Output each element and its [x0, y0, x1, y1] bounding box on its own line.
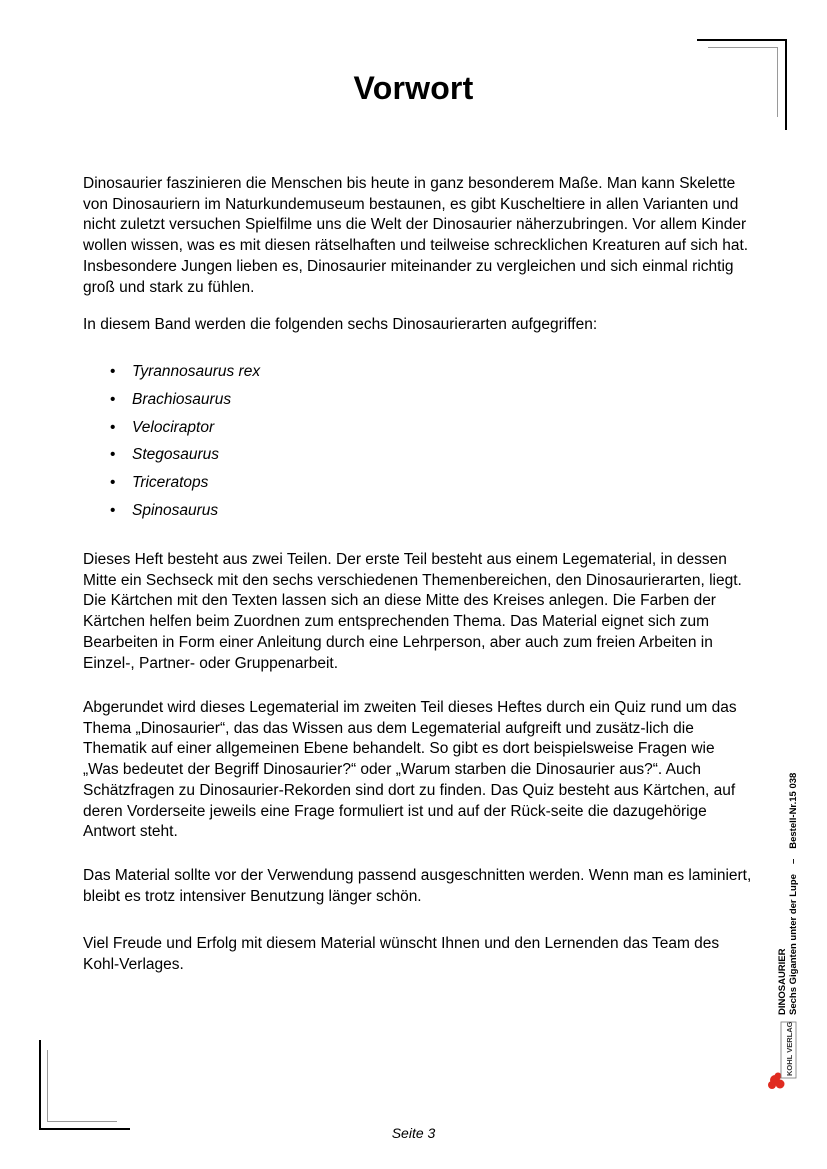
list-item	[110, 501, 260, 529]
series-subtitle-row	[788, 773, 799, 1015]
series-subtitle: Sechs Giganten unter der Lupe	[788, 874, 799, 1015]
closing-paragraph: Viel Freude und Erfolg mit diesem Material wünscht Ihnen und den Lernenden das Team des Kohl-Verlages.	[83, 935, 720, 973]
dinosaur-name: Triceratops	[132, 474, 209, 492]
frame-bottom-left-v-black	[39, 1040, 41, 1130]
bullet: •	[110, 363, 116, 380]
dinosaur-name: Brachiosaurus	[132, 390, 232, 408]
frame-bottom-left-v-grey	[47, 1050, 48, 1122]
bullet: •	[110, 474, 116, 492]
list-item	[110, 418, 260, 446]
page-number: Seite 3	[391, 1125, 436, 1141]
list-item	[110, 390, 260, 418]
intro-paragraph: Dinosaurier faszinieren die Menschen bis heute in ganz besonderem Maße. Man kann Skelette von Dinosauriern im Naturkundemuseum bestaunen, es gibt Kuscheltiere in allen Varianten und nicht zuletzt versuchen Spielfilme uns die Welt der Dinosaurier näherzubringen. Vor allem Kinder wollen wissen, was es mit diesen rätselhaften und teilweise schrecklichen Kreaturen auf sich hat. Insbesondere Jungen lieben es, Dinosaurier miteinander zu vergleichen und sich einmal richtig groß und stark zu fühlen.	[83, 175, 749, 296]
frame-top-right-h-grey	[708, 47, 778, 48]
list-item	[110, 473, 260, 501]
bullet: •	[110, 418, 116, 436]
dinosaur-name: Spinosaurus	[132, 501, 219, 519]
separator: –	[788, 858, 799, 865]
list-item	[110, 445, 260, 473]
dinosaur-name: Velociraptor	[132, 418, 215, 436]
bullet: •	[110, 446, 116, 464]
series-title: DINOSAURIER	[777, 948, 788, 1015]
species-intro-paragraph: In diesem Band werden die folgenden sechs Dinosaurierarten aufgegriffen:	[83, 316, 598, 333]
preparation-paragraph: Das Material sollte vor der Verwendung passend ausgeschnitten werden. Wenn man es laminiert, bleibt es trotz intensiver Benutzung länger schön.	[83, 867, 752, 905]
dinosaur-name: Tyrannosaurus rex	[132, 363, 261, 380]
bullet: •	[110, 501, 116, 519]
side-label	[777, 773, 799, 1015]
page-title: Vorwort	[353, 70, 474, 106]
bullet: •	[110, 390, 116, 408]
frame-bottom-left-h-grey	[47, 1121, 117, 1122]
publisher-logo-text: KOHL VERLAG	[785, 1021, 794, 1076]
frame-top-right-h-black	[697, 39, 787, 41]
dinosaur-name: Stegosaurus	[132, 446, 220, 464]
dinosaur-list	[110, 362, 260, 529]
quiz-paragraph: Abgerundet wird dieses Legematerial im zweiten Teil dieses Heftes durch ein Quiz rund um das Thema „Dinosaurier“, das das Wissen aus dem Legematerial aufgreift und zusätz-lich die Thematik auf einer allgemeinen Ebene behandelt. So gibt es dort beispielsweise Fragen wie „Was bedeutet der Begriff Dinosaurier?“ oder „Warum starben die Dinosaurier aus?“. Auch Schätzfragen zu Dinosaurier-Rekorden sind dort zu finden. Das Quiz besteht aus Kärtchen, auf deren Vorderseite jeweils eine Frage formuliert ist und auf der Rück-seite die dazugehörige Antwort steht.	[83, 699, 737, 841]
structure-paragraph: Dieses Heft besteht aus zwei Teilen. Der erste Teil besteht aus einem Legematerial, in dessen Mitte ein Sechseck mit den sechs verschiedenen Themenbereichen, den Dinosaurierarten, liegt. Die Kärtchen mit den Texten lassen sich an diese Mitte des Kreises anlegen. Die Farben der Kärtchen helfen beim Zuordnen zum entsprechenden Thema. Das Material eignet sich zum Bearbeiten in Form einer Anleitung durch eine Lehrperson, aber auch zum freien Arbeiten in Einzel-, Partner- oder Gruppenarbeit.	[83, 551, 742, 672]
order-number: Bestell-Nr.15 038	[788, 772, 799, 849]
list-item	[110, 362, 260, 390]
publisher-logo	[766, 1018, 800, 1092]
